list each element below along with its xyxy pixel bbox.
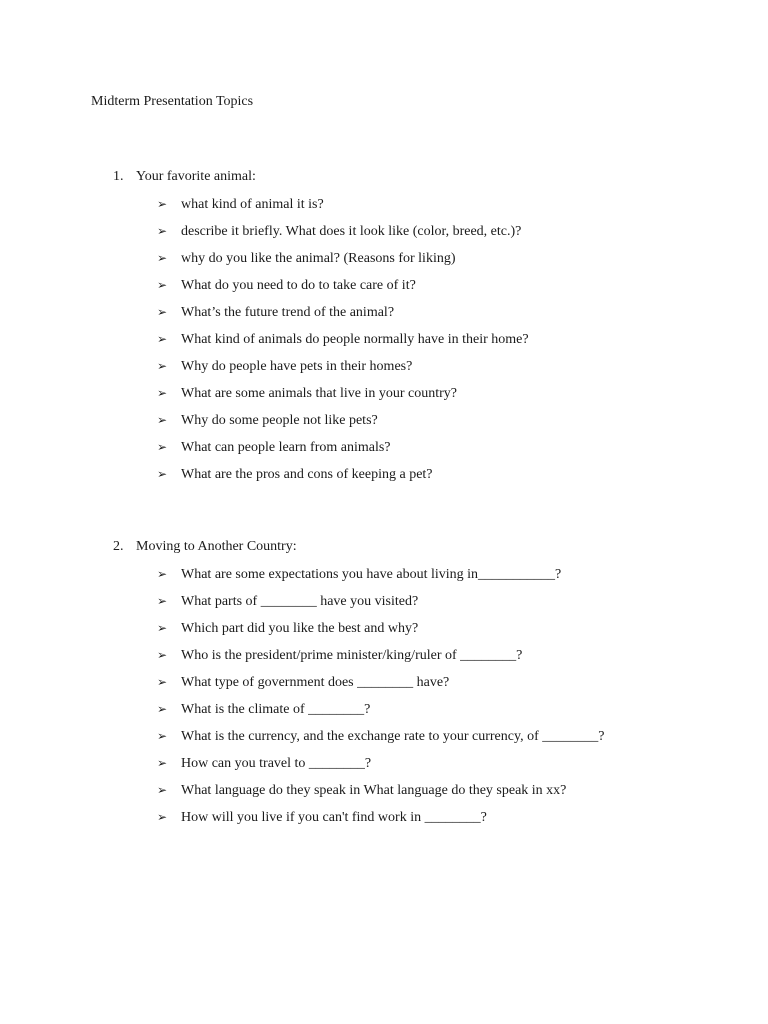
question-text: What is the climate of ________? bbox=[181, 702, 371, 717]
question-text: What can people learn from animals? bbox=[181, 440, 391, 455]
question-text: What parts of ________ have you visited? bbox=[181, 594, 419, 609]
arrow-bullet-icon: ➢ bbox=[157, 224, 168, 238]
arrow-bullet-icon: ➢ bbox=[157, 413, 168, 427]
arrow-bullet-icon: ➢ bbox=[157, 197, 168, 211]
arrow-bullet-icon: ➢ bbox=[157, 783, 168, 797]
section-heading bbox=[0, 537, 768, 557]
question-item bbox=[0, 434, 768, 461]
arrow-bullet-icon: ➢ bbox=[157, 810, 168, 824]
question-item bbox=[0, 588, 768, 615]
question-text: What do you need to do to take care of it? bbox=[181, 278, 416, 293]
question-text: Which part did you like the best and why? bbox=[181, 621, 419, 636]
question-item bbox=[0, 804, 768, 831]
question-item bbox=[0, 723, 768, 750]
question-list bbox=[0, 191, 768, 488]
section-title: Moving to Another Country: bbox=[136, 539, 297, 554]
question-text: What are some expectations you have about living in___________? bbox=[181, 567, 562, 582]
question-text: What are the pros and cons of keeping a pet? bbox=[181, 467, 433, 482]
question-list bbox=[0, 561, 768, 831]
question-item bbox=[0, 750, 768, 777]
question-item bbox=[0, 191, 768, 218]
section-number: 1. bbox=[113, 169, 124, 184]
arrow-bullet-icon: ➢ bbox=[157, 729, 168, 743]
arrow-bullet-icon: ➢ bbox=[157, 702, 168, 716]
question-item bbox=[0, 615, 768, 642]
question-item bbox=[0, 669, 768, 696]
question-text: What kind of animals do people normally have in their home? bbox=[181, 332, 529, 347]
question-item bbox=[0, 353, 768, 380]
question-item bbox=[0, 272, 768, 299]
section-heading bbox=[0, 167, 768, 187]
question-item bbox=[0, 642, 768, 669]
question-item bbox=[0, 777, 768, 804]
question-text: why do you like the animal? (Reasons for liking) bbox=[181, 251, 456, 266]
arrow-bullet-icon: ➢ bbox=[157, 567, 168, 581]
section-title: Your favorite animal: bbox=[136, 169, 256, 184]
arrow-bullet-icon: ➢ bbox=[157, 251, 168, 265]
question-item bbox=[0, 561, 768, 588]
arrow-bullet-icon: ➢ bbox=[157, 386, 168, 400]
question-item bbox=[0, 407, 768, 434]
question-text: Why do people have pets in their homes? bbox=[181, 359, 413, 374]
question-item bbox=[0, 299, 768, 326]
question-text: What type of government does ________ have? bbox=[181, 675, 450, 690]
question-item bbox=[0, 326, 768, 353]
question-item bbox=[0, 218, 768, 245]
question-text: How will you live if you can't find work in ________? bbox=[181, 810, 487, 825]
question-text: describe it briefly. What does it look like (color, breed, etc.)? bbox=[181, 224, 522, 239]
section-moving-country bbox=[0, 537, 768, 831]
question-text: Who is the president/prime minister/king/ruler of ________? bbox=[181, 648, 523, 663]
question-text: What language do they speak in What language do they speak in xx? bbox=[181, 783, 567, 798]
question-item bbox=[0, 461, 768, 488]
question-text: what kind of animal it is? bbox=[181, 197, 324, 212]
section-favorite-animal bbox=[0, 167, 768, 488]
arrow-bullet-icon: ➢ bbox=[157, 278, 168, 292]
arrow-bullet-icon: ➢ bbox=[157, 305, 168, 319]
question-item bbox=[0, 245, 768, 272]
question-text: What’s the future trend of the animal? bbox=[181, 305, 395, 320]
arrow-bullet-icon: ➢ bbox=[157, 332, 168, 346]
question-text: What is the currency, and the exchange rate to your currency, of ________? bbox=[181, 729, 605, 744]
question-text: What are some animals that live in your country? bbox=[181, 386, 458, 401]
arrow-bullet-icon: ➢ bbox=[157, 594, 168, 608]
arrow-bullet-icon: ➢ bbox=[157, 648, 168, 662]
arrow-bullet-icon: ➢ bbox=[157, 440, 168, 454]
arrow-bullet-icon: ➢ bbox=[157, 756, 168, 770]
question-item bbox=[0, 380, 768, 407]
arrow-bullet-icon: ➢ bbox=[157, 621, 168, 635]
question-item bbox=[0, 696, 768, 723]
arrow-bullet-icon: ➢ bbox=[157, 675, 168, 689]
arrow-bullet-icon: ➢ bbox=[157, 467, 168, 481]
document-title: Midterm Presentation Topics bbox=[91, 94, 254, 109]
question-text: How can you travel to ________? bbox=[181, 756, 372, 771]
question-text: Why do some people not like pets? bbox=[181, 413, 378, 428]
arrow-bullet-icon: ➢ bbox=[157, 359, 168, 373]
section-number: 2. bbox=[113, 539, 124, 554]
